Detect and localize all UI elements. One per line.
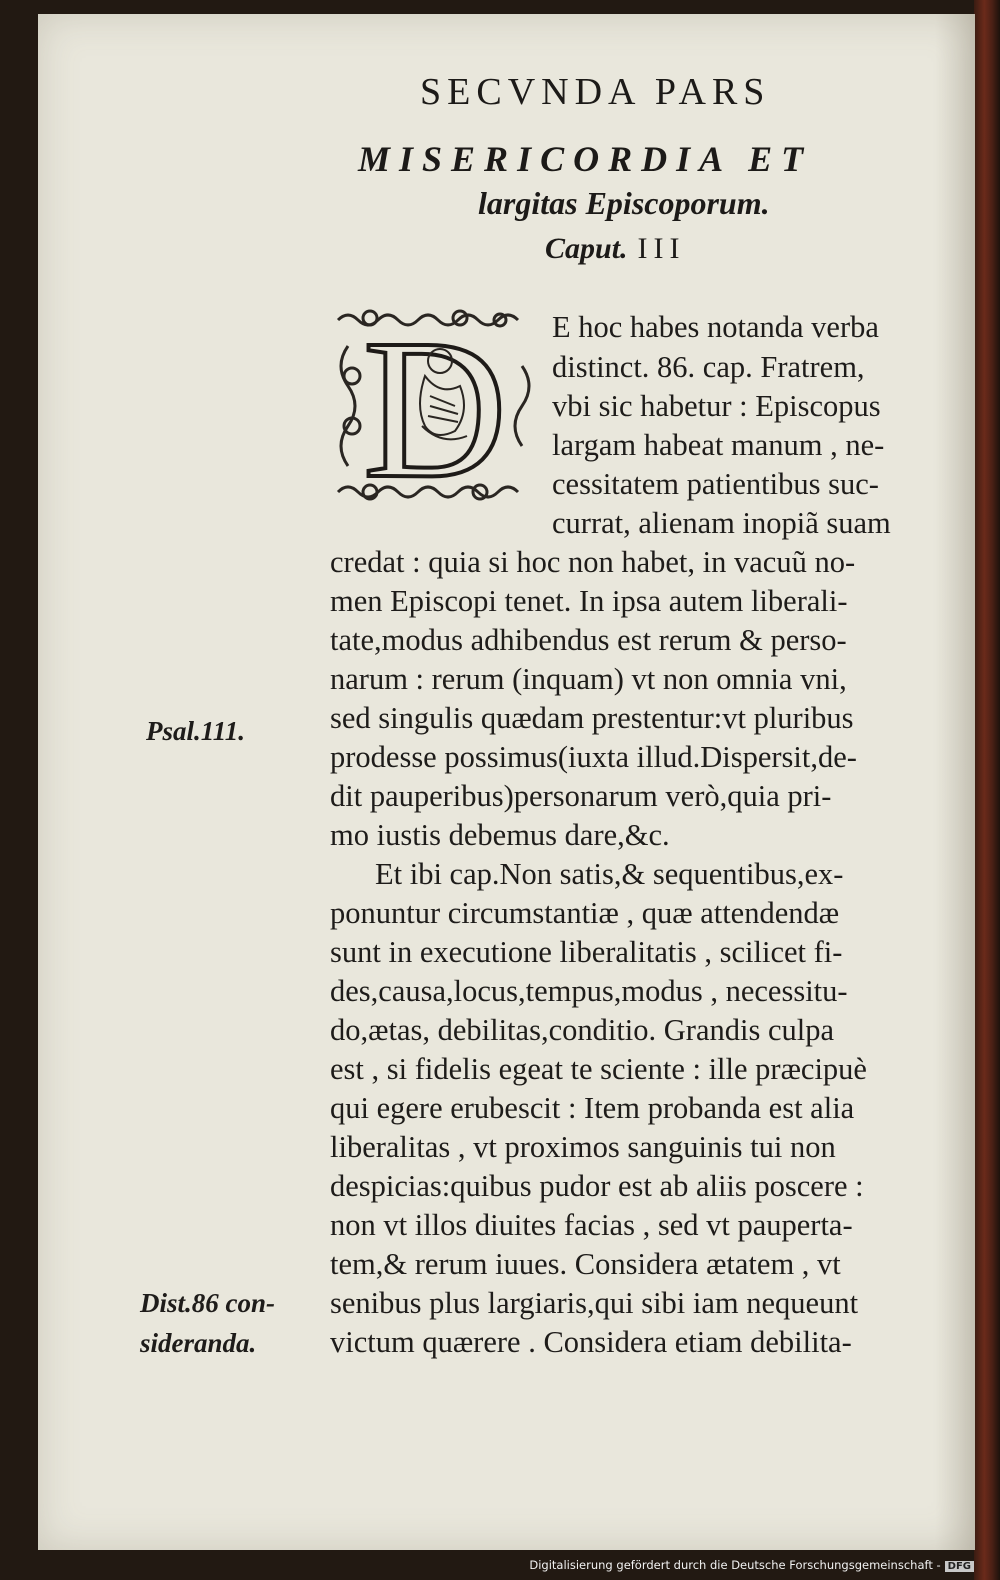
- page-shadow: [935, 14, 975, 1550]
- margin-note-dist: sideranda.: [140, 1328, 257, 1358]
- text-line: dit pauperibus)personarum verò,quia pri-: [330, 779, 832, 813]
- chapter-caput: [545, 232, 845, 266]
- text-line: victum quærere . Considera etiam debilita-: [330, 1325, 852, 1359]
- text-line: do,ætas, debilitas,conditio. Grandis culpa: [330, 1013, 835, 1047]
- text-line: non vt illos diuites facias , sed vt pauperta-: [330, 1208, 853, 1242]
- decorated-initial-d: [330, 306, 540, 506]
- text-line: despicias:quibus pudor est ab aliis poscere :: [330, 1169, 864, 1203]
- text-line: tem,& rerum iuues. Considera ætatem , vt: [330, 1247, 841, 1281]
- text-line: distinct. 86. cap. Fratrem,: [552, 350, 865, 384]
- running-head: SECVNDA PARS: [420, 71, 771, 113]
- text-line: sunt in executione liberalitatis , scilicet fi-: [330, 935, 843, 969]
- caput-label: Caput.: [545, 232, 628, 265]
- caput-number: III: [637, 232, 686, 265]
- margin-note-psal: Psal.111.: [146, 716, 246, 746]
- text-line: sed singulis quædam prestentur:vt pluribus: [330, 701, 854, 735]
- margin-note-dist: Dist.86 con-: [140, 1288, 275, 1318]
- book-edge: [974, 0, 1000, 1580]
- text-line: E hoc habes notanda verba: [552, 310, 879, 344]
- chapter-title-line-2: largitas Episcoporum.: [478, 185, 770, 221]
- text-line: narum : rerum (inquam) vt non omnia vni,: [330, 662, 847, 696]
- digitization-credit: [529, 1558, 974, 1572]
- text-line: credat : quia si hoc non habet, in vacuũ no-: [330, 545, 856, 579]
- svg-text:D: D: [362, 306, 508, 506]
- text-line: vbi sic habetur : Episcopus: [552, 389, 881, 423]
- text-line: liberalitas , vt proximos sanguinis tui non: [330, 1130, 836, 1164]
- text-line: qui egere erubescit : Item probanda est alia: [330, 1091, 855, 1125]
- text-line: currat, alienam inopiã suam: [552, 506, 891, 540]
- text-line: Et ibi cap.Non satis,& sequentibus,ex-: [375, 857, 844, 891]
- dfg-logo: DFG: [945, 1561, 974, 1572]
- text-line: prodesse possimus(iuxta illud.Dispersit,de-: [330, 740, 857, 774]
- text-line: men Episcopi tenet. In ipsa autem liberali-: [330, 584, 848, 618]
- text-line: mo iustis debemus dare,&c.: [330, 818, 670, 852]
- text-line: cessitatem patientibus suc-: [552, 467, 879, 501]
- text-line: ponuntur circumstantiæ , quæ attendendæ: [330, 896, 840, 930]
- text-line: des,causa,locus,tempus,modus , necessitu-: [330, 974, 848, 1008]
- text-line: largam habeat manum , ne-: [552, 428, 885, 462]
- text-line: tate,modus adhibendus est rerum & perso-: [330, 623, 847, 657]
- credit-text: Digitalisierung gefördert durch die Deutsche Forschungsgemeinschaft -: [529, 1558, 941, 1572]
- chapter-title-line-1: MISERICORDIA ET: [358, 139, 813, 179]
- text-line: est , si fidelis egeat te sciente : ille præcipuè: [330, 1052, 867, 1086]
- text-line: senibus plus largiaris,qui sibi iam nequeunt: [330, 1286, 859, 1320]
